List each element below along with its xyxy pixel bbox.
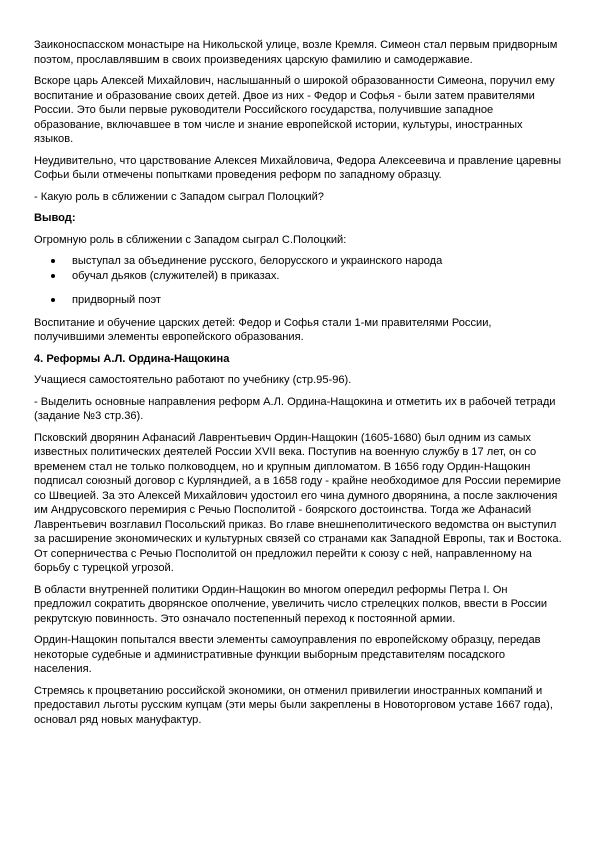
paragraph-ordin-biography: Псковский дворянин Афанасий Лаврентьевич Ордин-Нащокин (1605-1680) был одним из самых известных политических деятелей России XVII века. Поступив на военную службу в 17 лет, он со временем стал не только полководцем, но и крупным дипломатом. В 1656 году Ордин-Нащокин подписал союзный договор с Курляндией, а в 1658 году - крайне необходимое для России перемирие со Швецией. За это Алексей Михайлович удостоил его чина думного дворянина, а после заключения им Андрусовского перемирия с Речью Посполитой - боярского достоинства. Тогда же Афанасий Лаврентьевич возглавил Посольский приказ. Во главе внешнеполитического ведомства он выступил за расширение экономических и культурных связей со странами как Западной Европы, так и Востока. От соперничества с Речью Посполитой он предложил перейти к союзу с ней, направленному на борьбу с турецкой угрозой. [34,431,562,574]
document-page [34,38,564,734]
paragraph-workbook-task: - Выделить основные направления реформ А.Л. Ордина-Нащокина и отметить их в рабочей тетради (задание №3 стр.36). [34,395,556,422]
paragraph-self-government: Ордин-Нащокин попытался ввести элементы самоуправления по европейскому образцу, передав некоторые судебные и административные функции выборным представителям посадского населения. [34,634,541,675]
paragraph-upbringing: Воспитание и обучение царских детей: Федор и Софья стали 1-ми правителями России, получившими элементы европейского образования. [34,316,492,343]
paragraph-conclusion-intro: Огромную роль в сближении с Западом сыграл С.Полоцкий: [34,233,347,246]
paragraph-simeon-monastery: Заиконоспасском монастыре на Никольской улице, возле Кремля. Симеон стал первым придворным поэтом, прославлявшим в своих произведениях царскую фамилию и самодержавие. [34,39,558,66]
conclusion-bullet-list [34,254,564,308]
paragraph-economy: Стремясь к процветанию российской экономики, он отменил привилегии иностранных компаний и предоставил льготы русским купцам (эти меры были закреплены в Новоторговом уставе 1667 года), основал ряд новых мануфактур. [34,684,553,726]
list-item: придворный поэт [34,293,564,308]
paragraph-reforms-attempts: Неудивительно, что царствование Алексея Михайловича, Федора Алексеевича и правление царевны Софьи были отмечены попытками проведения реформ по западному образцу. [34,154,562,181]
list-item: выступал за объединение русского, белорусского и украинского народа [34,254,564,269]
paragraph-internal-policy: В области внутренней политики Ордин-Нащокин во многом опередил реформы Петра I. Он предложил сократить дворянское ополчение, увеличить число стрелецких полков, ввести в России рекрутскую повинность. Это означало постепенный переход к постоянной армии. [34,583,548,625]
paragraph-textbook-task: Учащиеся самостоятельно работают по учебнику (стр.95-96). [34,374,352,386]
conclusion-heading: Вывод: [34,212,76,224]
list-item: обучал дьяков (служителей) в приказах. [34,269,564,284]
paragraph-question: - Какую роль в сближении с Западом сыграл Полоцкий? [34,190,324,203]
section-heading: 4. Реформы А.Л. Ордина-Нащокина [34,352,230,365]
paragraph-tsar-children: Вскоре царь Алексей Михайлович, наслышанный о широкой образованности Симеона, поручил ему воспитание и образование своих детей. Двое из них - Федор и Софья - были затем правителями России. Это были первые руководители Российского государства, получившие западное образование, включавшее в том числе и знание европейской истории, культуры, иностранных языков. [34,75,555,145]
